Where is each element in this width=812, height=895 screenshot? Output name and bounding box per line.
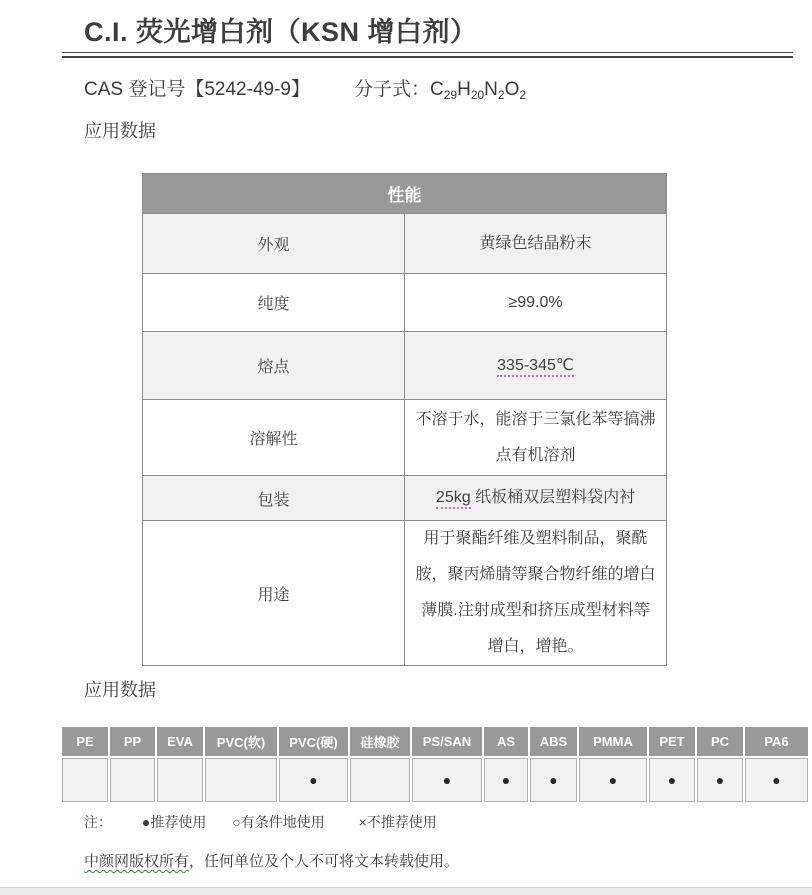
property-value-packaging: [405, 476, 667, 521]
table-row: [143, 521, 667, 666]
property-label-melting-point: 熔点: [143, 332, 405, 400]
cas-number: CAS 登记号【5242-49-9】: [84, 79, 310, 100]
spellcheck-dotted-text: 335-345℃: [497, 357, 574, 377]
legend-recommended: ●推荐使用: [141, 814, 207, 830]
page-title: C.I. 荧光增白剂（KSN 增白剂）: [84, 17, 478, 47]
spellcheck-dotted-text: 25kg: [436, 489, 471, 509]
column-header-pa6: PA6: [745, 727, 808, 756]
cell-pvc-soft: [205, 758, 277, 802]
column-header-pet: PET: [649, 727, 695, 756]
formula-subscript: 20: [470, 88, 485, 102]
cell-as: ●: [484, 758, 528, 802]
page-bottom-edge: [0, 887, 812, 895]
property-label-solubility: 溶解性: [143, 400, 405, 476]
formula-subscript: 2: [519, 88, 527, 102]
cell-abs: ●: [530, 758, 577, 802]
column-header-ps-san: PS/SAN: [412, 727, 482, 756]
formula-label: 分子式：: [353, 79, 430, 100]
properties-table: [142, 173, 667, 666]
cell-silicone: [350, 758, 410, 802]
formula-element: H: [457, 79, 471, 100]
molecular-formula: [354, 74, 526, 101]
legend-not-recommended: ×不推荐使用: [358, 814, 437, 830]
title-double-rule: [62, 52, 793, 58]
section-heading-application-data-1: 应用数据: [84, 121, 156, 141]
column-header-pvc-rigid: PVC(硬): [279, 727, 348, 756]
cell-pc: ●: [697, 758, 743, 802]
property-value-purity: ≥99.0%: [405, 274, 667, 332]
column-header-eva: EVA: [157, 727, 203, 756]
formula-element: N: [484, 79, 498, 100]
cell-eva: [157, 758, 203, 802]
formula-subscript: 29: [443, 88, 458, 102]
table-row: [143, 214, 667, 274]
column-header-pmma: PMMA: [579, 727, 647, 756]
section-heading-application-data-2: 应用数据: [84, 680, 156, 700]
packaging-text: 纸板桶双层塑料袋内衬: [470, 489, 636, 506]
column-header-pe: PE: [62, 727, 108, 756]
cas-formula-row: [84, 74, 526, 101]
legend-note: [84, 812, 437, 832]
property-value-appearance: 黄绿色结晶粉末: [405, 214, 667, 274]
cell-pmma: ●: [579, 758, 647, 802]
column-header-as: AS: [484, 727, 528, 756]
application-table-value-row: [62, 758, 808, 802]
cell-ps-san: ●: [412, 758, 482, 802]
note-prefix: 注：: [84, 814, 112, 830]
property-value-usage: 用于聚酯纤维及塑料制品，聚酰胺，聚丙烯腈等聚合物纤维的增白薄膜.注射成型和挤压成型材料等增白，增艳。: [405, 521, 667, 666]
cell-pet: ●: [649, 758, 695, 802]
formula-element: O: [504, 79, 520, 100]
application-table-header-row: [62, 727, 808, 756]
spellcheck-wavy-text: 中颜网版权所有: [84, 853, 190, 870]
column-header-abs: ABS: [530, 727, 577, 756]
property-value-solubility: 不溶于水，能溶于三氯化苯等搞沸点有机溶剂: [405, 400, 667, 476]
cell-pe: [62, 758, 108, 802]
property-label-purity: 纯度: [143, 274, 405, 332]
table-row: [143, 274, 667, 332]
cell-pp: [110, 758, 155, 802]
application-table: [60, 725, 810, 804]
column-header-pp: PP: [110, 727, 155, 756]
property-label-usage: 用途: [143, 521, 405, 666]
column-header-pvc-soft: PVC(软): [205, 727, 277, 756]
property-value-melting-point: [405, 332, 667, 400]
copyright-notice: [84, 850, 459, 871]
column-header-pc: PC: [697, 727, 743, 756]
legend-conditional: ○有条件地使用: [232, 814, 325, 830]
cell-pa6: ●: [745, 758, 808, 802]
table-row: [143, 476, 667, 521]
cell-pvc-rigid: ●: [279, 758, 348, 802]
table-row: [143, 332, 667, 400]
property-label-appearance: 外观: [143, 214, 405, 274]
table-row: [143, 400, 667, 476]
copyright-text: ，任何单位及个人不可将文本转载使用。: [189, 853, 460, 870]
formula-element: C: [429, 79, 444, 100]
formula-subscript: 2: [497, 88, 505, 102]
column-header-silicone: 硅橡胶: [350, 727, 410, 756]
properties-table-title: 性能: [143, 174, 667, 214]
properties-table-header-row: [143, 174, 667, 214]
property-label-packaging: 包装: [143, 476, 405, 521]
